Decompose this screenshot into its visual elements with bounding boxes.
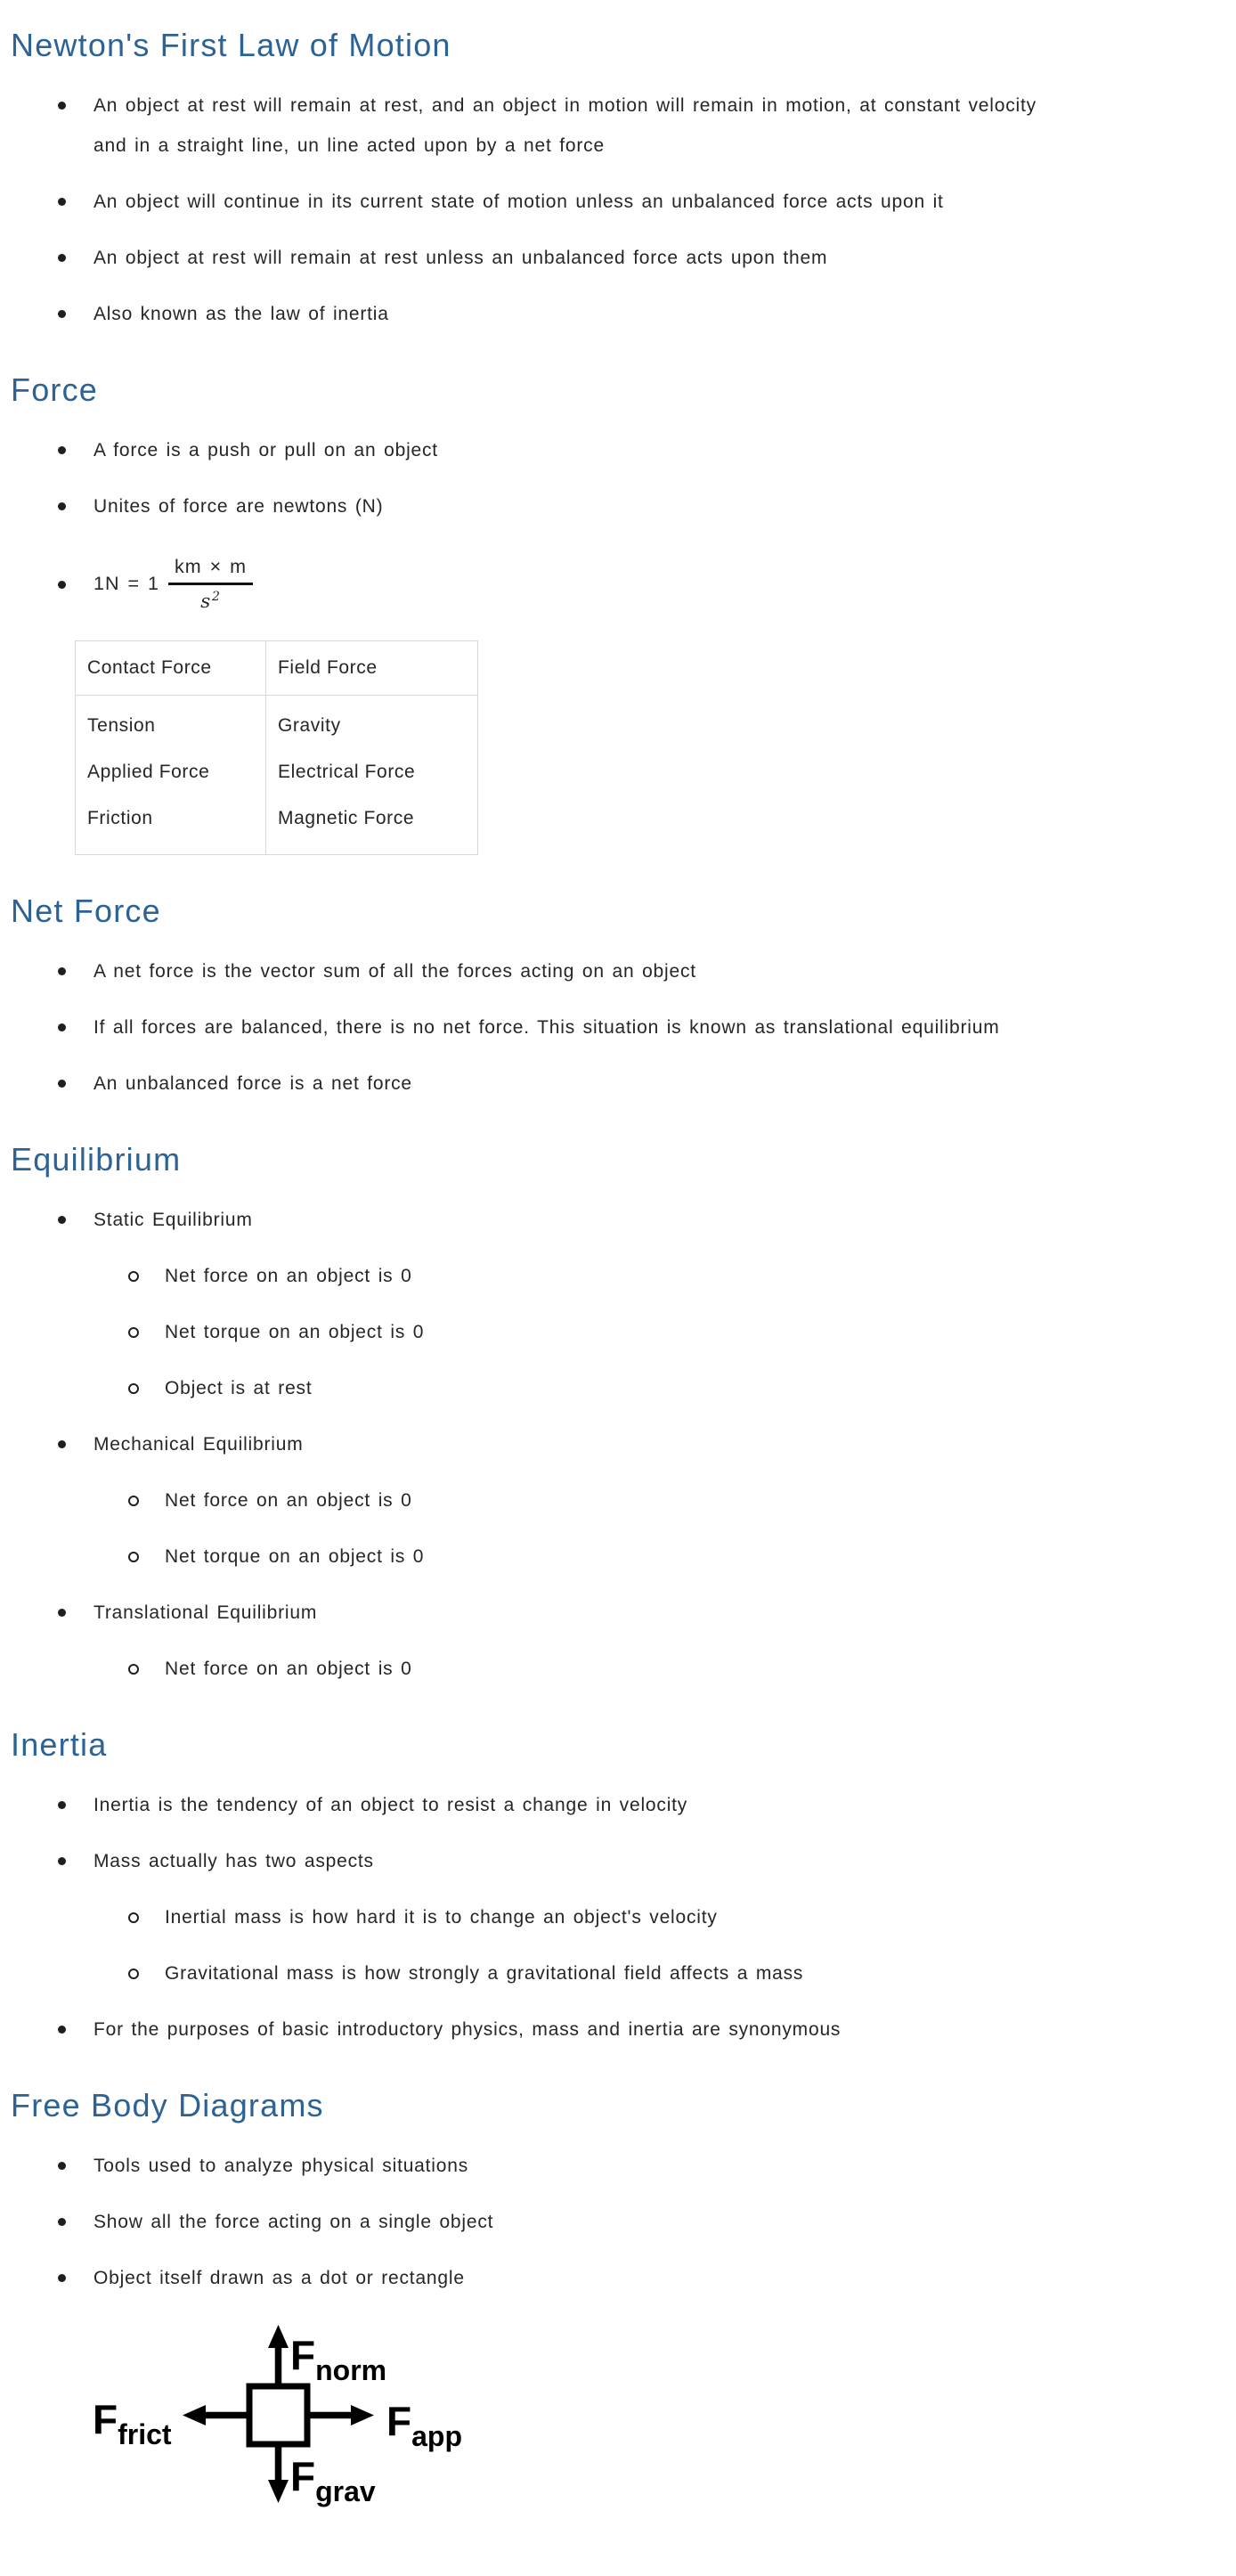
gravity-force-label bbox=[290, 2453, 376, 2507]
circle-bullet-icon bbox=[128, 1552, 139, 1562]
list-item bbox=[11, 951, 1171, 991]
circle-bullet-icon bbox=[128, 1271, 139, 1282]
table-header-field-force: Field Force bbox=[266, 641, 478, 696]
list-item-text: Translational Equilibrium bbox=[94, 1602, 318, 1623]
list-item bbox=[11, 182, 1171, 222]
section-equilibrium bbox=[11, 1139, 1218, 1689]
table-body-row bbox=[76, 696, 478, 855]
list-item bbox=[11, 2009, 1171, 2050]
fraction-numerator: km × m bbox=[174, 556, 248, 578]
section-title: Net Force bbox=[11, 893, 161, 929]
fraction bbox=[168, 555, 253, 614]
list-item bbox=[11, 1200, 1171, 1240]
bullet-icon bbox=[58, 1216, 66, 1224]
section-force bbox=[11, 370, 1218, 855]
friction-force-arrowhead bbox=[183, 2405, 206, 2425]
circle-bullet-icon bbox=[128, 1969, 139, 1979]
list-item-text: Net force on an object is 0 bbox=[165, 1266, 412, 1286]
sub-list-item bbox=[11, 1953, 1218, 1993]
force-symbol: F bbox=[386, 2398, 412, 2444]
bullet-icon bbox=[58, 967, 66, 975]
list-item-text: Mass actually has two aspects bbox=[94, 1851, 374, 1871]
circle-bullet-icon bbox=[128, 1912, 139, 1923]
section-net-force bbox=[11, 891, 1218, 1104]
list-item-text: Mechanical Equilibrium bbox=[94, 1434, 304, 1455]
bullet-icon bbox=[58, 446, 66, 454]
denominator-exponent: 2 bbox=[212, 589, 221, 604]
list-item-text: A net force is the vector sum of all the forces acting on an object bbox=[94, 961, 696, 982]
force-subscript: norm bbox=[315, 2354, 387, 2386]
newton-definition-formula bbox=[11, 542, 1171, 626]
list-item-text: Net torque on an object is 0 bbox=[165, 1322, 425, 1342]
formula bbox=[94, 555, 253, 614]
sub-list-item bbox=[11, 1649, 1218, 1689]
bullet-icon bbox=[58, 2274, 66, 2282]
section-title: Inertia bbox=[11, 1726, 108, 1763]
list-item bbox=[11, 1007, 1171, 1048]
force-subscript: app bbox=[411, 2420, 462, 2452]
table-cell-line: Gravity bbox=[278, 715, 341, 736]
section-newtons-first-law bbox=[11, 25, 1218, 334]
list-item-text: For the purposes of basic introductory physics, mass and inertia are synonymous bbox=[94, 2019, 842, 2040]
list-item-text: An unbalanced force is a net force bbox=[94, 1073, 412, 1094]
list-item-text: Also known as the law of inertia bbox=[94, 304, 389, 324]
bullet-icon bbox=[58, 502, 66, 510]
list-item bbox=[11, 238, 1171, 278]
list-item bbox=[11, 86, 1073, 166]
bullet-icon bbox=[58, 254, 66, 262]
list-item-text: Object itself drawn as a dot or rectangle bbox=[94, 2268, 465, 2288]
bullet-icon bbox=[58, 1609, 66, 1617]
list-item-text: Show all the force acting on a single object bbox=[94, 2212, 494, 2232]
list-item bbox=[11, 486, 1171, 526]
bullet-icon bbox=[58, 1080, 66, 1088]
list-item bbox=[11, 2202, 1171, 2242]
contact-force-cell bbox=[76, 696, 266, 855]
circle-bullet-icon bbox=[128, 1327, 139, 1338]
sub-list-item bbox=[11, 1537, 1218, 1577]
list-item-text: An object will continue in its current state of motion unless an unbalanced force acts upon it bbox=[94, 192, 944, 212]
free-body-diagram bbox=[87, 2314, 470, 2508]
list-item-text: Net torque on an object is 0 bbox=[165, 1546, 425, 1567]
force-types-table bbox=[75, 640, 478, 855]
bullet-icon bbox=[58, 1023, 66, 1031]
circle-bullet-icon bbox=[128, 1496, 139, 1506]
list-item bbox=[11, 1593, 1171, 1633]
table-cell-line: Friction bbox=[87, 808, 153, 828]
section-title: Newton's First Law of Motion bbox=[11, 27, 451, 63]
applied-force-arrowhead bbox=[351, 2405, 374, 2425]
list-item-text: Object is at rest bbox=[165, 1378, 313, 1398]
normal-force-arrowhead bbox=[268, 2325, 289, 2348]
force-symbol: F bbox=[290, 2332, 316, 2378]
sub-list-item bbox=[11, 1480, 1218, 1520]
normal-force-label bbox=[290, 2332, 386, 2386]
section-free-body-diagrams bbox=[11, 2085, 1218, 2508]
bullet-icon bbox=[58, 1440, 66, 1448]
list-item bbox=[11, 2258, 1171, 2298]
list-item-text: Inertia is the tendency of an object to resist a change in velocity bbox=[94, 1795, 688, 1815]
list-item bbox=[11, 1064, 1171, 1104]
formula-lead: 1N = 1 bbox=[94, 573, 159, 595]
list-item bbox=[11, 1424, 1171, 1464]
list-item-text: Unites of force are newtons (N) bbox=[94, 496, 384, 517]
section-inertia bbox=[11, 1724, 1218, 2050]
circle-bullet-icon bbox=[128, 1664, 139, 1675]
table-cell-line: Magnetic Force bbox=[278, 808, 415, 828]
denominator-base: s bbox=[200, 591, 212, 614]
list-item-text: Net force on an object is 0 bbox=[165, 1490, 412, 1511]
section-title: Equilibrium bbox=[11, 1141, 182, 1178]
sub-list-item bbox=[11, 1368, 1218, 1408]
bullet-icon bbox=[58, 2218, 66, 2226]
bullet-icon bbox=[58, 1801, 66, 1809]
bullet-icon bbox=[58, 198, 66, 206]
force-subscript: frict bbox=[118, 2418, 172, 2450]
list-item bbox=[11, 294, 1171, 334]
force-symbol: F bbox=[290, 2453, 316, 2499]
list-item bbox=[11, 2146, 1171, 2186]
bullet-icon bbox=[58, 2162, 66, 2170]
list-item bbox=[11, 1841, 1171, 1881]
list-item-text: Inertial mass is how hard it is to change an object's velocity bbox=[165, 1907, 718, 1928]
field-force-cell bbox=[266, 696, 478, 855]
table-cell-line: Applied Force bbox=[87, 762, 210, 782]
bullet-icon bbox=[58, 102, 66, 110]
sub-list-item bbox=[11, 1256, 1218, 1296]
list-item-text: Static Equilibrium bbox=[94, 1210, 253, 1230]
list-item-text: An object at rest will remain at rest, and an object in motion will remain in motion, at constant velocity and in a straight line, un line acted upon by a net force bbox=[94, 95, 1037, 156]
section-title: Free Body Diagrams bbox=[11, 2087, 324, 2124]
fraction-denominator bbox=[200, 590, 221, 614]
list-item-text: Gravitational mass is how strongly a gravitational field affects a mass bbox=[165, 1963, 804, 1984]
list-item-text: Net force on an object is 0 bbox=[165, 1659, 412, 1679]
force-subscript: grav bbox=[315, 2475, 376, 2507]
list-item-text: If all forces are balanced, there is no net force. This situation is known as translational equilibrium bbox=[94, 1017, 1000, 1038]
gravity-force-arrowhead bbox=[268, 2480, 289, 2503]
fraction-bar bbox=[168, 583, 253, 585]
circle-bullet-icon bbox=[128, 1383, 139, 1394]
list-item bbox=[11, 1785, 1171, 1825]
sub-list-item bbox=[11, 1312, 1218, 1352]
list-item-text: An object at rest will remain at rest unless an unbalanced force acts upon them bbox=[94, 248, 828, 268]
bullet-icon bbox=[58, 310, 66, 318]
object-box bbox=[249, 2386, 307, 2444]
bullet-icon bbox=[58, 1857, 66, 1865]
friction-force-label bbox=[93, 2396, 172, 2450]
section-title: Force bbox=[11, 371, 99, 408]
bullet-icon bbox=[58, 2026, 66, 2034]
list-item-text: Tools used to analyze physical situations bbox=[94, 2156, 469, 2176]
sub-list-item bbox=[11, 1897, 1218, 1937]
list-item-text: A force is a push or pull on an object bbox=[94, 440, 438, 461]
list-item bbox=[11, 430, 1171, 470]
table-cell-line: Electrical Force bbox=[278, 762, 416, 782]
table-cell-line: Tension bbox=[87, 715, 156, 736]
bullet-icon bbox=[58, 581, 66, 589]
applied-force-label bbox=[386, 2398, 462, 2452]
force-symbol: F bbox=[93, 2396, 118, 2442]
table-header-contact-force: Contact Force bbox=[76, 641, 266, 696]
table-header-row bbox=[76, 641, 478, 696]
